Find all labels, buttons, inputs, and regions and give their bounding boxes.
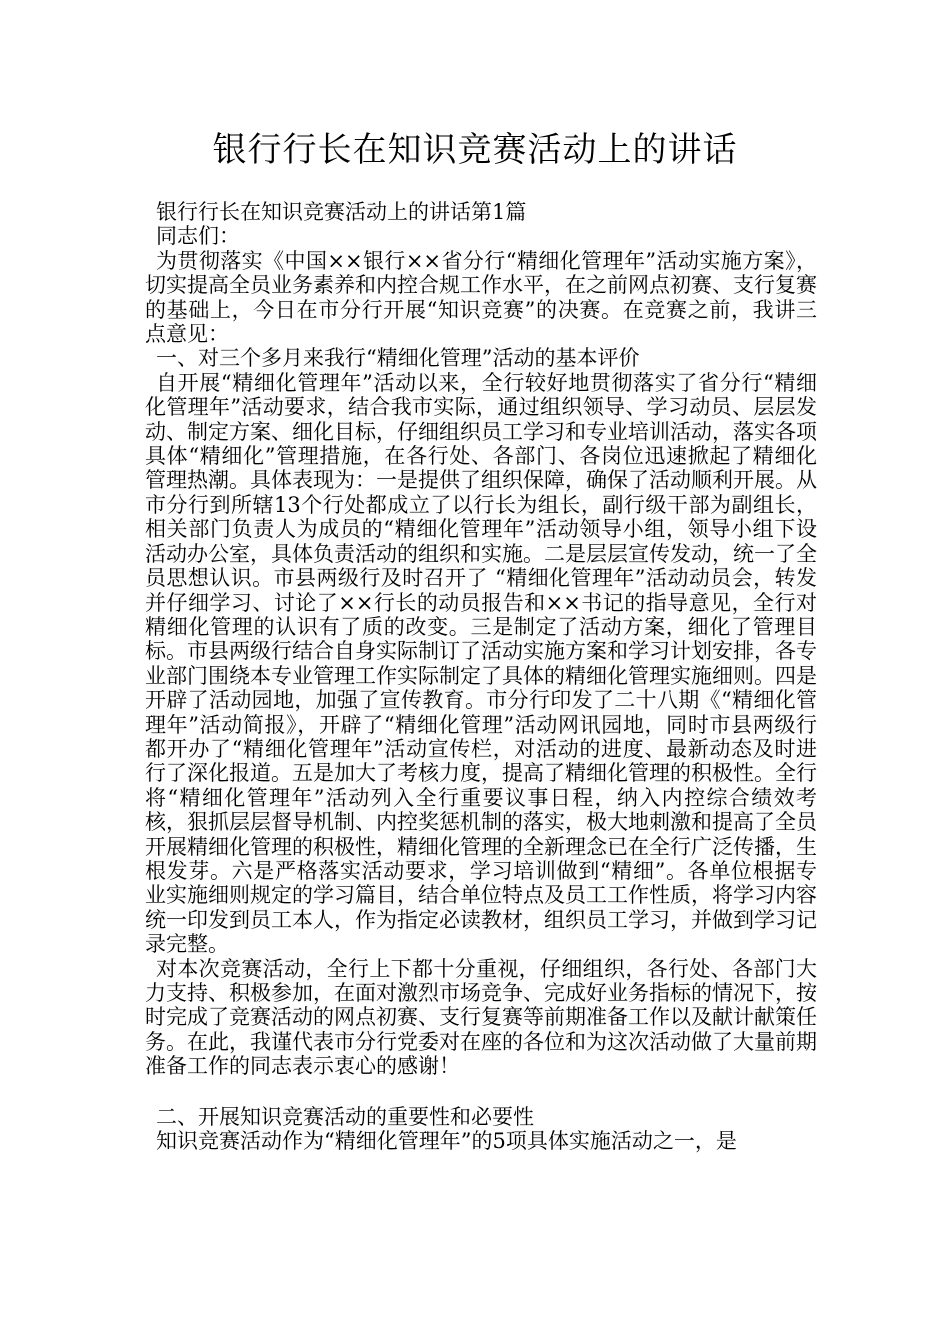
paragraph-thanks: 对本次竞赛活动，全行上下都十分重视，仔细组织，各行处、各部门大力支持、积极参加，在面对激烈市场竞争、完成好业务指标的情况下，按时完成了竞赛活动的网点初赛、支行复赛等前期准备工作以及献计献策任务。在此，我谨代表市分行党委对在座的各位和为这次活动做了大量前期准备工作的同志表示衷心的感谢！ xyxy=(145,956,817,1079)
article-subtitle: 银行行长在知识竞赛活动上的讲话第1篇 xyxy=(156,200,527,224)
section-heading-2: 二、开展知识竞赛活动的重要性和必要性 xyxy=(156,1104,534,1129)
paragraph-evaluation: 自开展“精细化管理年”活动以来，全行较好地贯彻落实了省分行“精细化管理年”活动要求，结合我市实际，通过组织领导、学习动员、层层发动、制定方案、细化目标，仔细组织员工学习和专业培训活动，落实各项具体“精细化”管理措施，在各行处、各部门、各岗位迅速掀起了精细化管理热潮。具体表现为：一是提供了组织保障，确保了活动顺利开展。从市分行到所辖13个行处都成立了以行长为组长，副行级干部为副组长，相关部门负责人为成员的“精细化管理年”活动领导小组，领导小组下设活动办公室，具体负责活动的组织和实施。二是层层宣传发动，统一了全员思想认识。市县两级行及时召开了 “精细化管理年”活动动员会，转发并仔细学习、讨论了××行长的动员报告和××书记的指导意见，全行对精细化管理的认识有了质的改变。三是制定了活动方案，细化了管理目标。市县两级行结合自身实际制订了活动实施方案和学习计划安排，各专业部门围绕本专业管理工作实际制定了具体的精细化管理实施细则。四是开辟了活动园地，加强了宣传教育。市分行印发了二十八期《“精细化管理年”活动简报》，开辟了“精细化管理”活动网讯园地，同时市县两级行都开办了“精细化管理年”活动宣传栏，对活动的进度、最新动态及时进行了深化报道。五是加大了考核力度，提高了精细化管理的积极性。全行将“精细化管理年”活动列入全行重要议事日程，纳入内控综合绩效考核，狠抓层层督导机制、内控奖惩机制的落实，极大地刺激和提高了全员开展精细化管理的积极性，精细化管理的全新理念已在全行广泛传播，生根发芽。六是严格落实活动要求，学习培训做到“精细”。各单位根据专业实施细则规定的学习篇目，结合单位特点及员工工作性质，将学习内容统一印发到员工本人，作为指定必读教材，组织员工学习，并做到学习记录完整。 xyxy=(145,370,817,957)
document-body xyxy=(145,200,817,1153)
salutation: 同志们： xyxy=(156,224,240,249)
paragraph-importance: 知识竞赛活动作为“精细化管理年”的5项具体实施活动之一，是 xyxy=(156,1129,737,1154)
section-heading-1: 一、对三个多月来我行“精细化管理”活动的基本评价 xyxy=(156,346,640,371)
document-title: 银行行长在知识竞赛活动上的讲话 xyxy=(212,130,738,170)
paragraph-intro: 为贯彻落实《中国××银行××省分行“精细化管理年”活动实施方案》，切实提高全员业务素养和内控合规工作水平，在之前网点初赛、支行复赛的基础上，今日在市分行开展“知识竞赛”的决赛。在竞赛之前，我讲三点意见： xyxy=(145,248,817,347)
